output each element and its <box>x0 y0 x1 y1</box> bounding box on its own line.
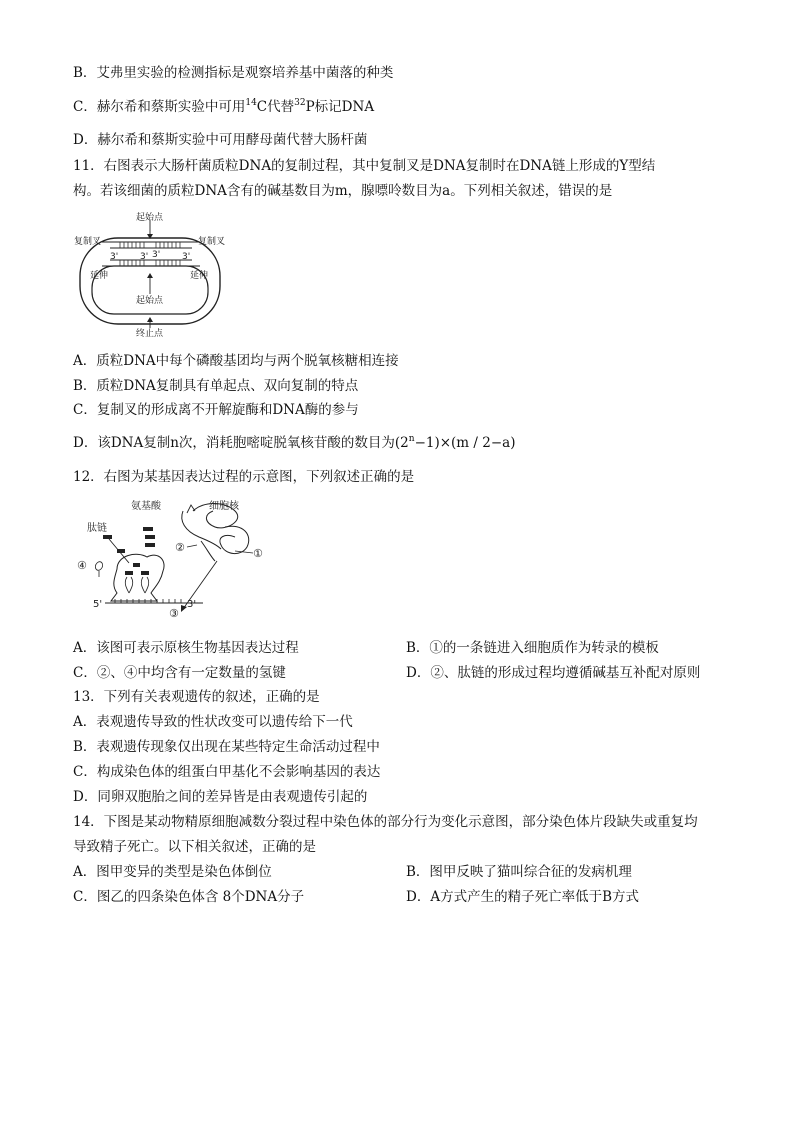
trna-free <box>95 562 102 571</box>
q12-stem: 12．右图为某基因表达过程的示意图，下列叙述正确的是 <box>73 469 415 485</box>
q11-plasmid-replication-figure <box>72 212 232 340</box>
q12-gene-expression-figure <box>75 497 275 622</box>
label-5prime: 5' <box>93 599 103 610</box>
q11-option-d-pre: D．该DNA复制n次，消耗胞嘧啶脱氧核苷酸的数目为(2 <box>73 435 409 451</box>
terminus-arrowhead <box>147 317 153 322</box>
q13-option-d: D．同卵双胞胎之间的差异皆是由表观遗传引起的 <box>73 789 368 805</box>
q10-option-b: B．艾弗里实验的检测指标是观察培养基中菌落的种类 <box>73 65 394 81</box>
label-3prime-a: 3' <box>110 252 119 262</box>
label-fork-right: 复制叉 <box>198 237 226 247</box>
q11-option-a: A．质粒DNA中每个磷酸基团均与两个脱氧核糖相连接 <box>73 353 399 369</box>
q13-option-b: B．表观遗传现象仅出现在某些特定生命活动过程中 <box>73 739 380 755</box>
q14-stem-line1: 14．下图是某动物精原细胞减数分裂过程中染色体的部分行为变化示意图，部分染色体片段缺失或重复均 <box>73 814 698 830</box>
q12-option-b: B．①的一条链进入细胞质作为转录的模板 <box>406 640 659 656</box>
q11-stem-line2: 构。若该细菌的质粒DNA含有的碱基数目为m，腺嘌呤数目为a。下列相关叙述，错误的是 <box>73 183 613 199</box>
label-3prime-b: 3' <box>140 252 149 262</box>
trna-1 <box>125 577 132 593</box>
q13-option-c: C．构成染色体的组蛋白甲基化不会影响基因的表达 <box>73 764 381 780</box>
label-3prime: 3' <box>187 599 197 610</box>
q10-option-d: D．赫尔希和蔡斯实验中可用酵母菌代替大肠杆菌 <box>73 132 368 148</box>
label-amino-acid: 氨基酸 <box>131 501 161 512</box>
label-extend-right: 延伸 <box>190 271 209 281</box>
trna-2 <box>141 577 148 593</box>
label-3prime-d: 3' <box>182 252 191 262</box>
q14-option-a: A．图甲变异的类型是染色体倒位 <box>73 864 272 880</box>
q11-option-d-post: −1)×(m / 2−a) <box>414 435 516 451</box>
label-nucleus: 细胞核 <box>209 501 239 512</box>
q14-option-c: C．图乙的四条染色体含 8个DNA分子 <box>73 889 305 905</box>
dna-end <box>187 505 195 513</box>
label-marker-2: ② <box>175 541 185 554</box>
leader-2 <box>187 545 197 547</box>
leader-1 <box>235 551 253 553</box>
label-peptide: 肽链 <box>87 523 107 534</box>
q12-option-a: A．该图可表示原核生物基因表达过程 <box>73 640 299 656</box>
mrna-2 <box>201 541 215 561</box>
base-pair-ticks <box>120 242 180 266</box>
q11-option-c: C．复制叉的形成离不开解旋酶和DNA酶的参与 <box>73 402 359 418</box>
label-terminus: 终止点 <box>136 329 164 339</box>
q13-option-a: A．表观遗传导致的性状改变可以遗传给下一代 <box>73 714 353 730</box>
q10-option-c <box>73 98 374 116</box>
q14-option-d: D．A方式产生的精子死亡率低于B方式 <box>406 889 639 905</box>
label-fork-left: 复制叉 <box>74 237 102 247</box>
ribosome <box>111 554 164 601</box>
dna-strand <box>182 511 221 549</box>
q11-option-b: B．质粒DNA复制具有单起点、双向复制的特点 <box>73 378 359 394</box>
q14-option-b: B．图甲反映了猫叫综合征的发病机理 <box>406 864 632 880</box>
label-marker-4: ④ <box>77 559 87 572</box>
label-extend-left: 延伸 <box>90 271 109 281</box>
peptide-chain <box>109 539 129 563</box>
q12-option-c: C．②、④中均含有一定数量的氢键 <box>73 665 286 681</box>
q12-option-d: D．②、肽链的形成过程均遵循碱基互补配对原则 <box>406 665 701 681</box>
q10-option-c-pre: C．赫尔希和蔡斯实验中可用 <box>73 99 246 115</box>
q10-option-c-sup1: 14 <box>245 98 257 108</box>
label-origin-top: 起始点 <box>136 213 164 223</box>
dna-coil-2 <box>220 526 249 553</box>
q10-option-c-mid: C代替 <box>256 99 295 115</box>
label-origin-bottom: 起始点 <box>136 296 164 306</box>
q10-option-c-sup2: 32 <box>294 98 306 108</box>
trna-group <box>103 527 155 575</box>
q10-option-c-post: P标记DNA <box>305 99 375 115</box>
q11-option-d-sup: n <box>408 434 415 444</box>
label-3prime-c: 3' <box>152 250 161 260</box>
q11-option-d <box>73 434 515 452</box>
q11-stem-line1: 11．右图表示大肠杆菌质粒DNA的复制过程，其中复制叉是DNA复制时在DNA链上形成的Y型结 <box>73 158 656 174</box>
q14-stem-line2: 导致精子死亡。以下相关叙述，正确的是 <box>73 839 316 855</box>
label-marker-3: ③ <box>169 607 179 620</box>
label-marker-1: ① <box>253 547 263 560</box>
origin-bottom-arrowhead <box>147 273 153 278</box>
q13-stem: 13．下列有关表观遗传的叙述，正确的是 <box>73 689 320 705</box>
